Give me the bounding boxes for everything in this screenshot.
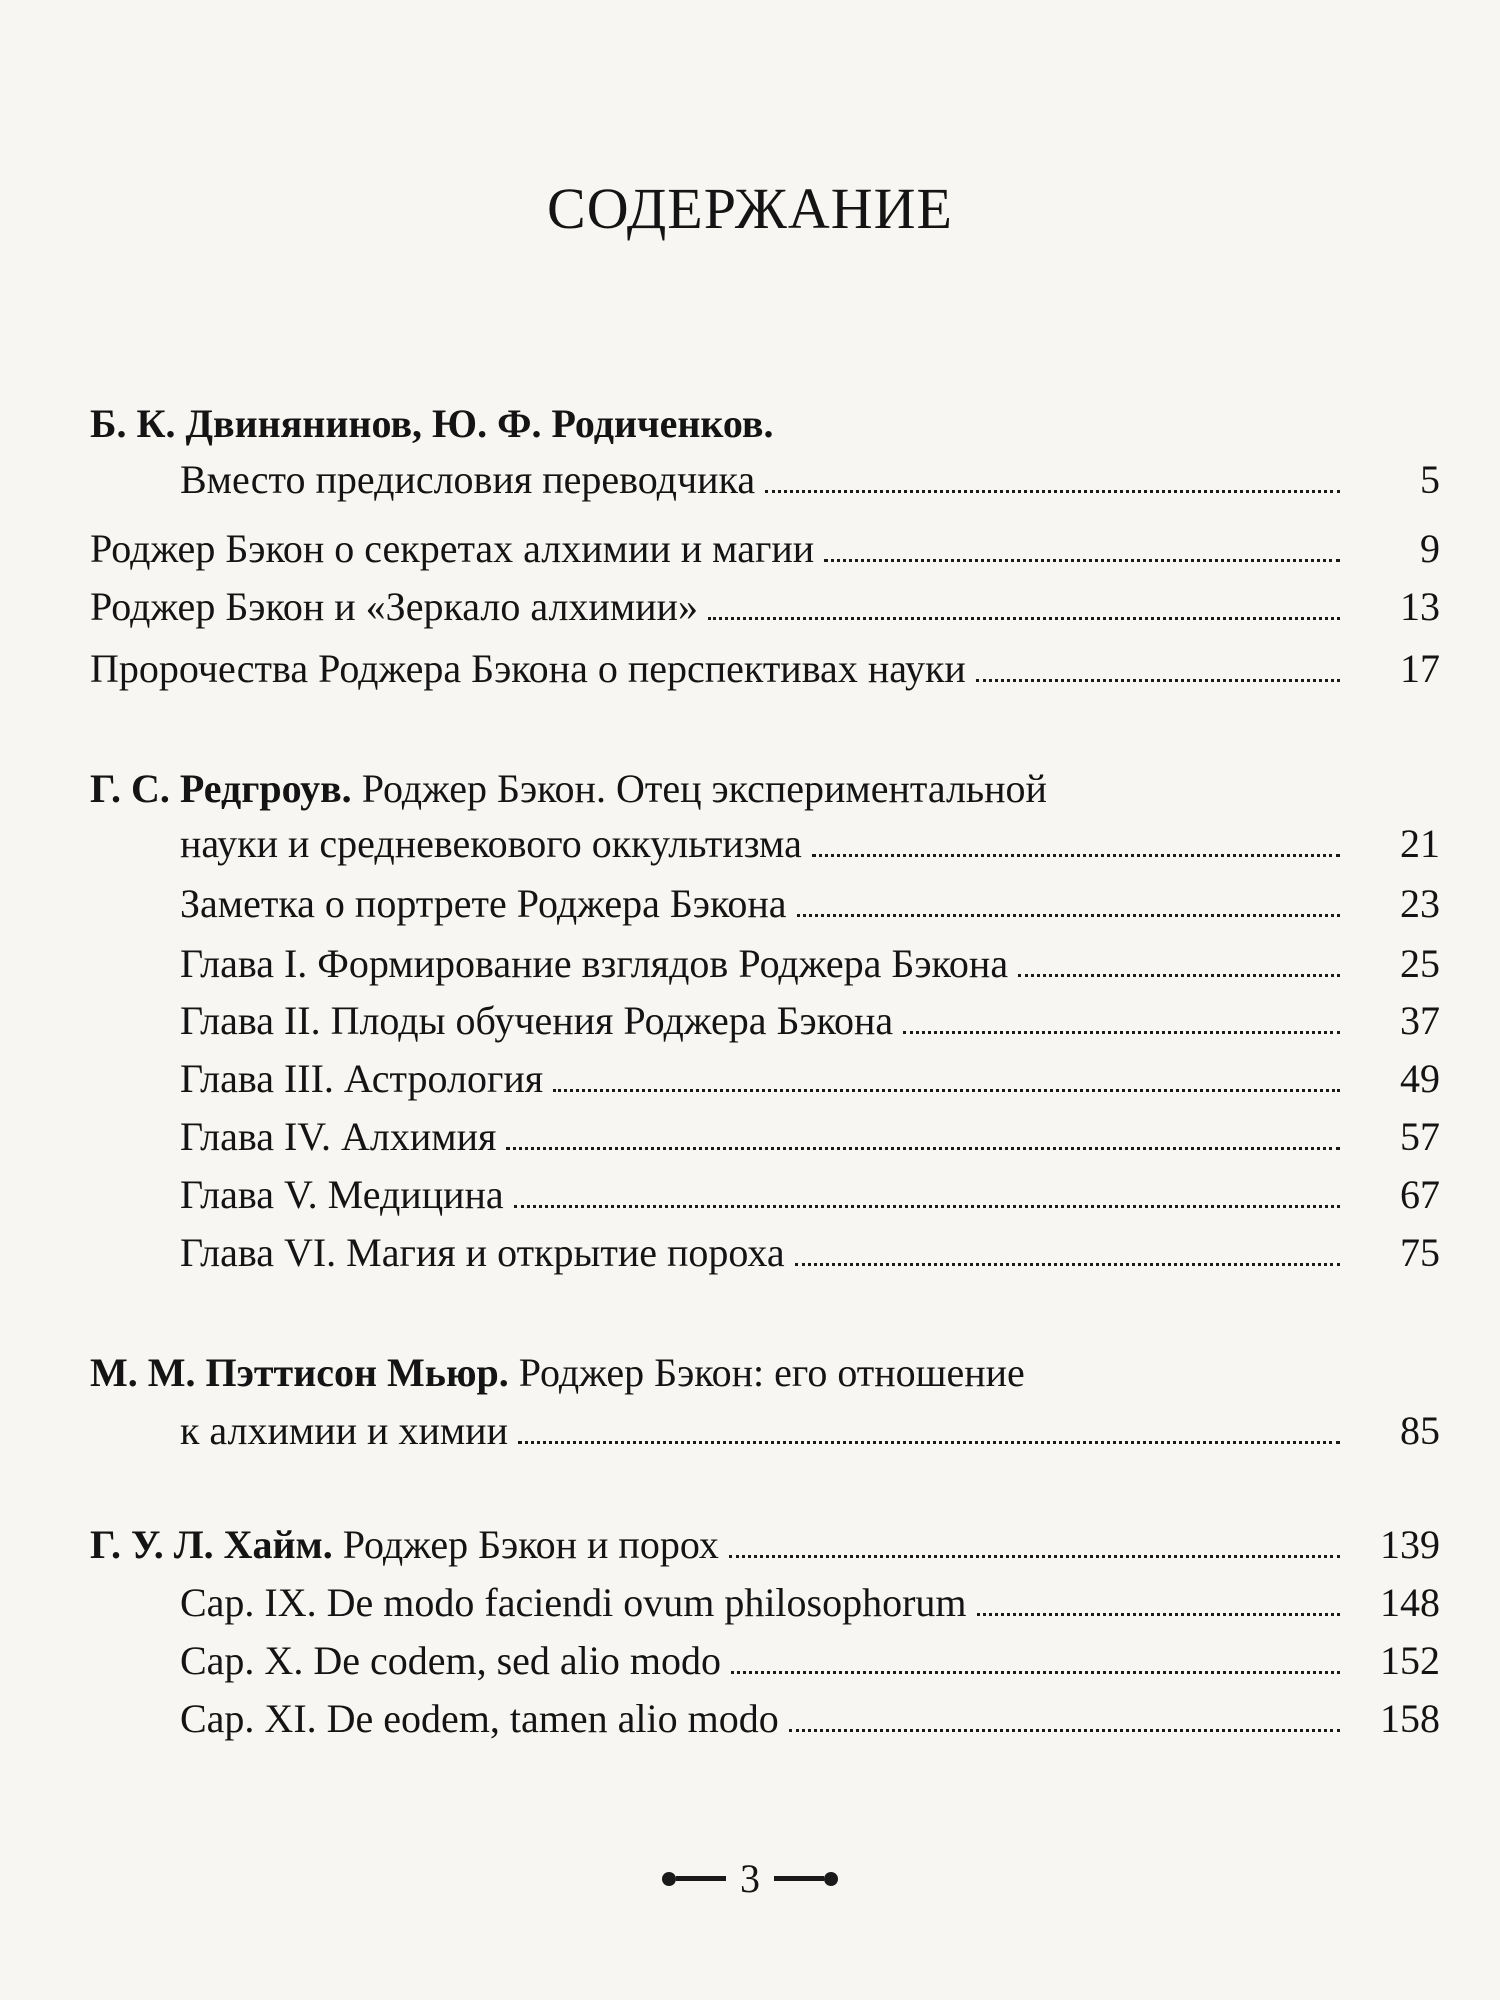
- toc-page-number: 23: [1400, 881, 1440, 926]
- toc-title: Роджер Бэкон и «Зеркало алхимии»: [90, 584, 698, 629]
- toc-entry: [180, 1229, 1440, 1277]
- toc-entry-text: [90, 583, 698, 631]
- toc-entry-text: [90, 765, 1047, 813]
- page-title: СОДЕРЖАНИЕ: [547, 176, 953, 241]
- dot-leader: [765, 490, 1340, 493]
- toc-title: Глава II. Плоды обучения Роджера Бэкона: [180, 998, 894, 1043]
- toc-title: науки и средневекового оккультизма: [180, 821, 802, 866]
- toc-entry-text: [90, 525, 814, 573]
- toc-title: Пророчества Роджера Бэкона о перспективах науки: [90, 646, 966, 691]
- dot-leader: [977, 1613, 1340, 1616]
- toc-page-number: 158: [1380, 1696, 1440, 1741]
- toc-title: Cap. X. De codem, sed alio modo: [180, 1638, 721, 1683]
- toc-entry-text: [180, 1407, 508, 1455]
- toc-title: Роджер Бэкон о секретах алхимии и магии: [90, 526, 815, 571]
- dot-leader: [812, 854, 1340, 857]
- toc-entry-text: [180, 1229, 785, 1277]
- toc-title: Глава VI. Магия и открытие пороха: [180, 1230, 785, 1275]
- dot-leader: [1018, 974, 1340, 977]
- toc-entry-text: [180, 1055, 543, 1103]
- toc-entry-text: [180, 997, 893, 1045]
- dot-leader: [506, 1147, 1340, 1150]
- toc-entry: [180, 456, 1440, 504]
- toc-entry-text: [180, 880, 787, 928]
- toc-entry-text: [90, 1521, 719, 1569]
- left-ornament: [662, 1872, 726, 1886]
- toc-title: Вместо предисловия переводчика: [180, 457, 756, 502]
- toc-title: Cap. XI. De eodem, tamen alio modo: [180, 1696, 779, 1741]
- toc-title: Роджер Бэкон: его отношение: [508, 1350, 1025, 1395]
- toc-title: Глава III. Астрология: [180, 1056, 544, 1101]
- dot-leader: [708, 617, 1340, 620]
- toc-entry: [180, 1579, 1440, 1627]
- toc-entry-text: [180, 1637, 721, 1685]
- toc-title: Роджер Бэкон. Отец экспериментальной: [351, 766, 1047, 811]
- dot-leader: [976, 679, 1340, 682]
- toc-entry-text: [180, 1113, 496, 1161]
- toc-entry: [180, 1407, 1440, 1455]
- toc-page-number: 85: [1400, 1408, 1440, 1453]
- toc-entry-text: [90, 645, 966, 693]
- toc-entry: [90, 645, 1440, 693]
- toc-entry: [90, 583, 1440, 631]
- toc-title: Заметка о портрете Роджера Бэкона: [180, 881, 787, 926]
- toc-entry-text: [90, 400, 774, 448]
- toc-page-number: 49: [1400, 1056, 1440, 1101]
- page-footer: [0, 1855, 1500, 1902]
- toc-entry: [90, 525, 1440, 573]
- toc-entry-text: [180, 940, 1008, 988]
- toc-entry-text: [90, 1349, 1025, 1397]
- toc-title: Cap. IX. De modo faciendi ovum philosophorum: [180, 1580, 967, 1625]
- toc-entry-text: [180, 1171, 504, 1219]
- toc-page-number: 139: [1380, 1522, 1440, 1567]
- toc-page-number: 9: [1420, 526, 1440, 571]
- toc-author: Б. К. Двинянинов, Ю. Ф. Родиченков.: [90, 401, 774, 446]
- toc-page-number: 67: [1400, 1172, 1440, 1217]
- toc-entry: [180, 880, 1440, 928]
- toc-page-number: 75: [1400, 1230, 1440, 1275]
- toc-page-number: 13: [1400, 584, 1440, 629]
- toc-entry: [180, 940, 1440, 988]
- toc-entry: [180, 997, 1440, 1045]
- toc-page-number: 148: [1380, 1580, 1440, 1625]
- toc-page-number: 37: [1400, 998, 1440, 1043]
- dot-leader: [518, 1441, 1340, 1444]
- toc-entry-text: [180, 1579, 967, 1627]
- toc-author: Г. У. Л. Хайм.: [90, 1522, 333, 1567]
- toc-author: Г. С. Редгроув.: [90, 766, 352, 811]
- toc-title: Роджер Бэкон и порох: [332, 1522, 719, 1567]
- toc-entry: [180, 1637, 1440, 1685]
- dot-leader: [514, 1205, 1340, 1208]
- toc-entry: [180, 1171, 1440, 1219]
- right-ornament: [774, 1872, 838, 1886]
- dot-leader: [553, 1089, 1340, 1092]
- toc-page-number: 25: [1400, 941, 1440, 986]
- toc-page-number: 21: [1400, 821, 1440, 866]
- toc-title: к алхимии и химии: [180, 1408, 508, 1453]
- toc-entry: [90, 1349, 1440, 1397]
- toc-entry: [180, 1055, 1440, 1103]
- toc-entry: [90, 400, 1440, 448]
- toc-page-number: 5: [1420, 457, 1440, 502]
- toc-entry-text: [180, 820, 802, 868]
- dot-leader: [903, 1031, 1340, 1034]
- toc-title: Глава I. Формирование взглядов Роджера Бэкона: [180, 941, 1009, 986]
- toc-title: Глава IV. Алхимия: [180, 1114, 497, 1159]
- toc-entry: [180, 1113, 1440, 1161]
- dot-leader: [729, 1555, 1340, 1558]
- dot-leader: [731, 1671, 1340, 1674]
- toc-entry: [90, 1521, 1440, 1569]
- toc-page-number: 57: [1400, 1114, 1440, 1159]
- toc-title: Глава V. Медицина: [180, 1172, 504, 1217]
- toc-author: М. М. Пэттисон Мьюр.: [90, 1350, 509, 1395]
- toc-page-number: 152: [1380, 1638, 1440, 1683]
- page-number: 3: [740, 1856, 760, 1901]
- toc-entry-text: [180, 1695, 779, 1743]
- dot-leader: [797, 914, 1340, 917]
- dot-leader: [795, 1263, 1340, 1266]
- toc-entry-text: [180, 456, 755, 504]
- toc-entry: [180, 1695, 1440, 1743]
- toc-entry: [90, 765, 1440, 813]
- toc-page-number: 17: [1400, 646, 1440, 691]
- dot-leader: [789, 1729, 1340, 1732]
- dot-leader: [824, 559, 1340, 562]
- toc-entry: [180, 820, 1440, 868]
